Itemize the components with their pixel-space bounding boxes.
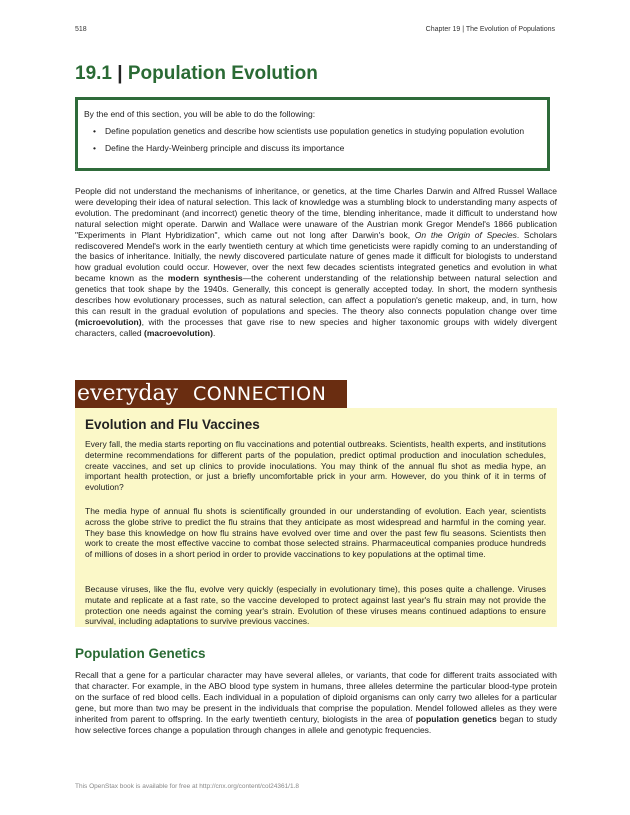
callout-paragraph: Every fall, the media starts reporting on flu vaccinations and potential outbreaks. Scientists, health experts, and institutions determine recommendations for different parts of the population, predict optimal production and inoculation schedules, create vaccines, and set up clinics to provide inoculations. You may think of the annual flu shot as media hype, an important health protection, or just a briefly uncomfortable prick in your arm. However, do you think of it in terms of evolution? — [85, 439, 546, 493]
objective-item: • Define the Hardy-Weinberg principle and discuss its importance — [105, 143, 547, 154]
text-run: —the coherent understanding of the relationship between natural selection and genetics that took shape by the 1940s. Generally, this concept is generally accepted today. In short, the modern synthesis describes how evolutionary processes, such as natural selection, can affect a population's genetic makeup, and, in turn, how this can result in the gradual evolution of populations and species. The theory also connects population change over time — [75, 273, 557, 316]
page-number: 518 — [75, 26, 87, 33]
text-run: Recall that a gene for a particular character may have several alleles, or variants, that code for different traits associated with that character. For example, in the ABO blood type system in humans, three alleles determine the particular blood-type protein on the surface of red blood cells. Each individual in a population of diploid organisms can only carry two alleles for a particular gene, but more than two may be present in the individuals that comprise the population. Mendel followed alleles as they were inherited from parent to offspring. In the early twentieth century, biologists in the area of — [75, 670, 557, 724]
callout-paragraph: Because viruses, like the flu, evolve very quickly (especially in evolutionary time), this poses quite a challenge. Viruses mutate and replicate at a fast rate, so the vaccine developed to protect against last year's flu strain may not provide the protection one needs against the coming year's strain. Evolution of these viruses means continued adaptions to ensure survival, including adaptations to survive previous vaccines. — [85, 584, 546, 627]
everyday-connection-box — [75, 408, 557, 627]
section-separator: | — [111, 63, 128, 84]
objectives-intro: By the end of this section, you will be able to do the following: — [84, 109, 316, 119]
banner-word-everyday: everyday — [77, 381, 189, 407]
running-head — [75, 26, 555, 38]
objective-item: • Define population genetics and describe how scientists use population genetics in studying population evolution — [105, 126, 547, 137]
learning-objectives-box — [75, 97, 550, 171]
banner-word-connection: CONNECTION — [193, 382, 345, 406]
section-title-text: Population Evolution — [127, 63, 318, 84]
callout-heading: Evolution and Flu Vaccines — [85, 417, 260, 432]
everyday-connection-banner — [75, 380, 347, 408]
text-run: , with the processes that gave rise to new species and higher taxonomic groups with widely divergent characters, called — [75, 316, 557, 338]
key-term-microevolution: (microevolution) — [75, 316, 142, 327]
text-run: . Scholars rediscovered Mendel's work in the early twentieth century at which time geneticists were rapidly coming to an understanding of the basics of inheritance. Initially, the newly discovered particulate nature of genes made it difficult for biologists to understand how gradual evolution could occur. However, over the next few decades scientists integrated genetics and evolution in what became known as the — [75, 229, 557, 284]
section-title — [75, 63, 318, 85]
subsection-heading: Population Genetics — [75, 646, 206, 661]
intro-paragraph — [75, 186, 557, 339]
objectives-list — [78, 126, 547, 153]
population-genetics-paragraph — [75, 670, 557, 735]
text-run: . — [212, 327, 216, 338]
key-term-modern-synthesis: modern synthesis — [167, 273, 243, 284]
text-run: People did not understand the mechanisms of inheritance, or genetics, at the time Charles Darwin and Alfred Russel Wallace were developing their idea of natural selection. This lack of knowledge was a stumbling block to understanding many aspects of evolution. The predominant (and incorrect) genetic theory of the time, blending inheritance, made it difficult to understand how natural selection might operate. Darwin and Wallace were unaware of the Austrian monk Gregor Mendel's 1866 publication "Experiments in Plant Hybridization", which came out not long after Darwin's book, — [75, 186, 557, 240]
key-term-population-genetics: population genetics — [415, 713, 497, 724]
section-number: 19.1 — [75, 63, 112, 84]
key-term-macroevolution: (macroevolution) — [143, 327, 213, 338]
book-title: On the Origin of Species — [414, 229, 517, 240]
page-footer: This OpenStax book is available for free at http://cnx.org/content/col24361/1.8 — [75, 783, 300, 790]
callout-paragraph: The media hype of annual flu shots is scientifically grounded in our understanding of evolution. Each year, scientists across the globe strive to predict the flu strains that they anticipate as most widespread and harmful in the coming year. They base this knowledge on how flu strains have evolved over time and over the past few flu seasons. Scientists then work to create the most effective vaccine to combat those selected strains. Pharmaceutical companies produce hundreds of millions of doses in a short period in order to provide vaccinations to key populations at the optimal time. — [85, 506, 546, 560]
chapter-title: Chapter 19 | The Evolution of Populations — [425, 26, 555, 33]
text-run: began to study how selective forces change a population through changes in allele and genotypic frequencies. — [75, 713, 557, 735]
